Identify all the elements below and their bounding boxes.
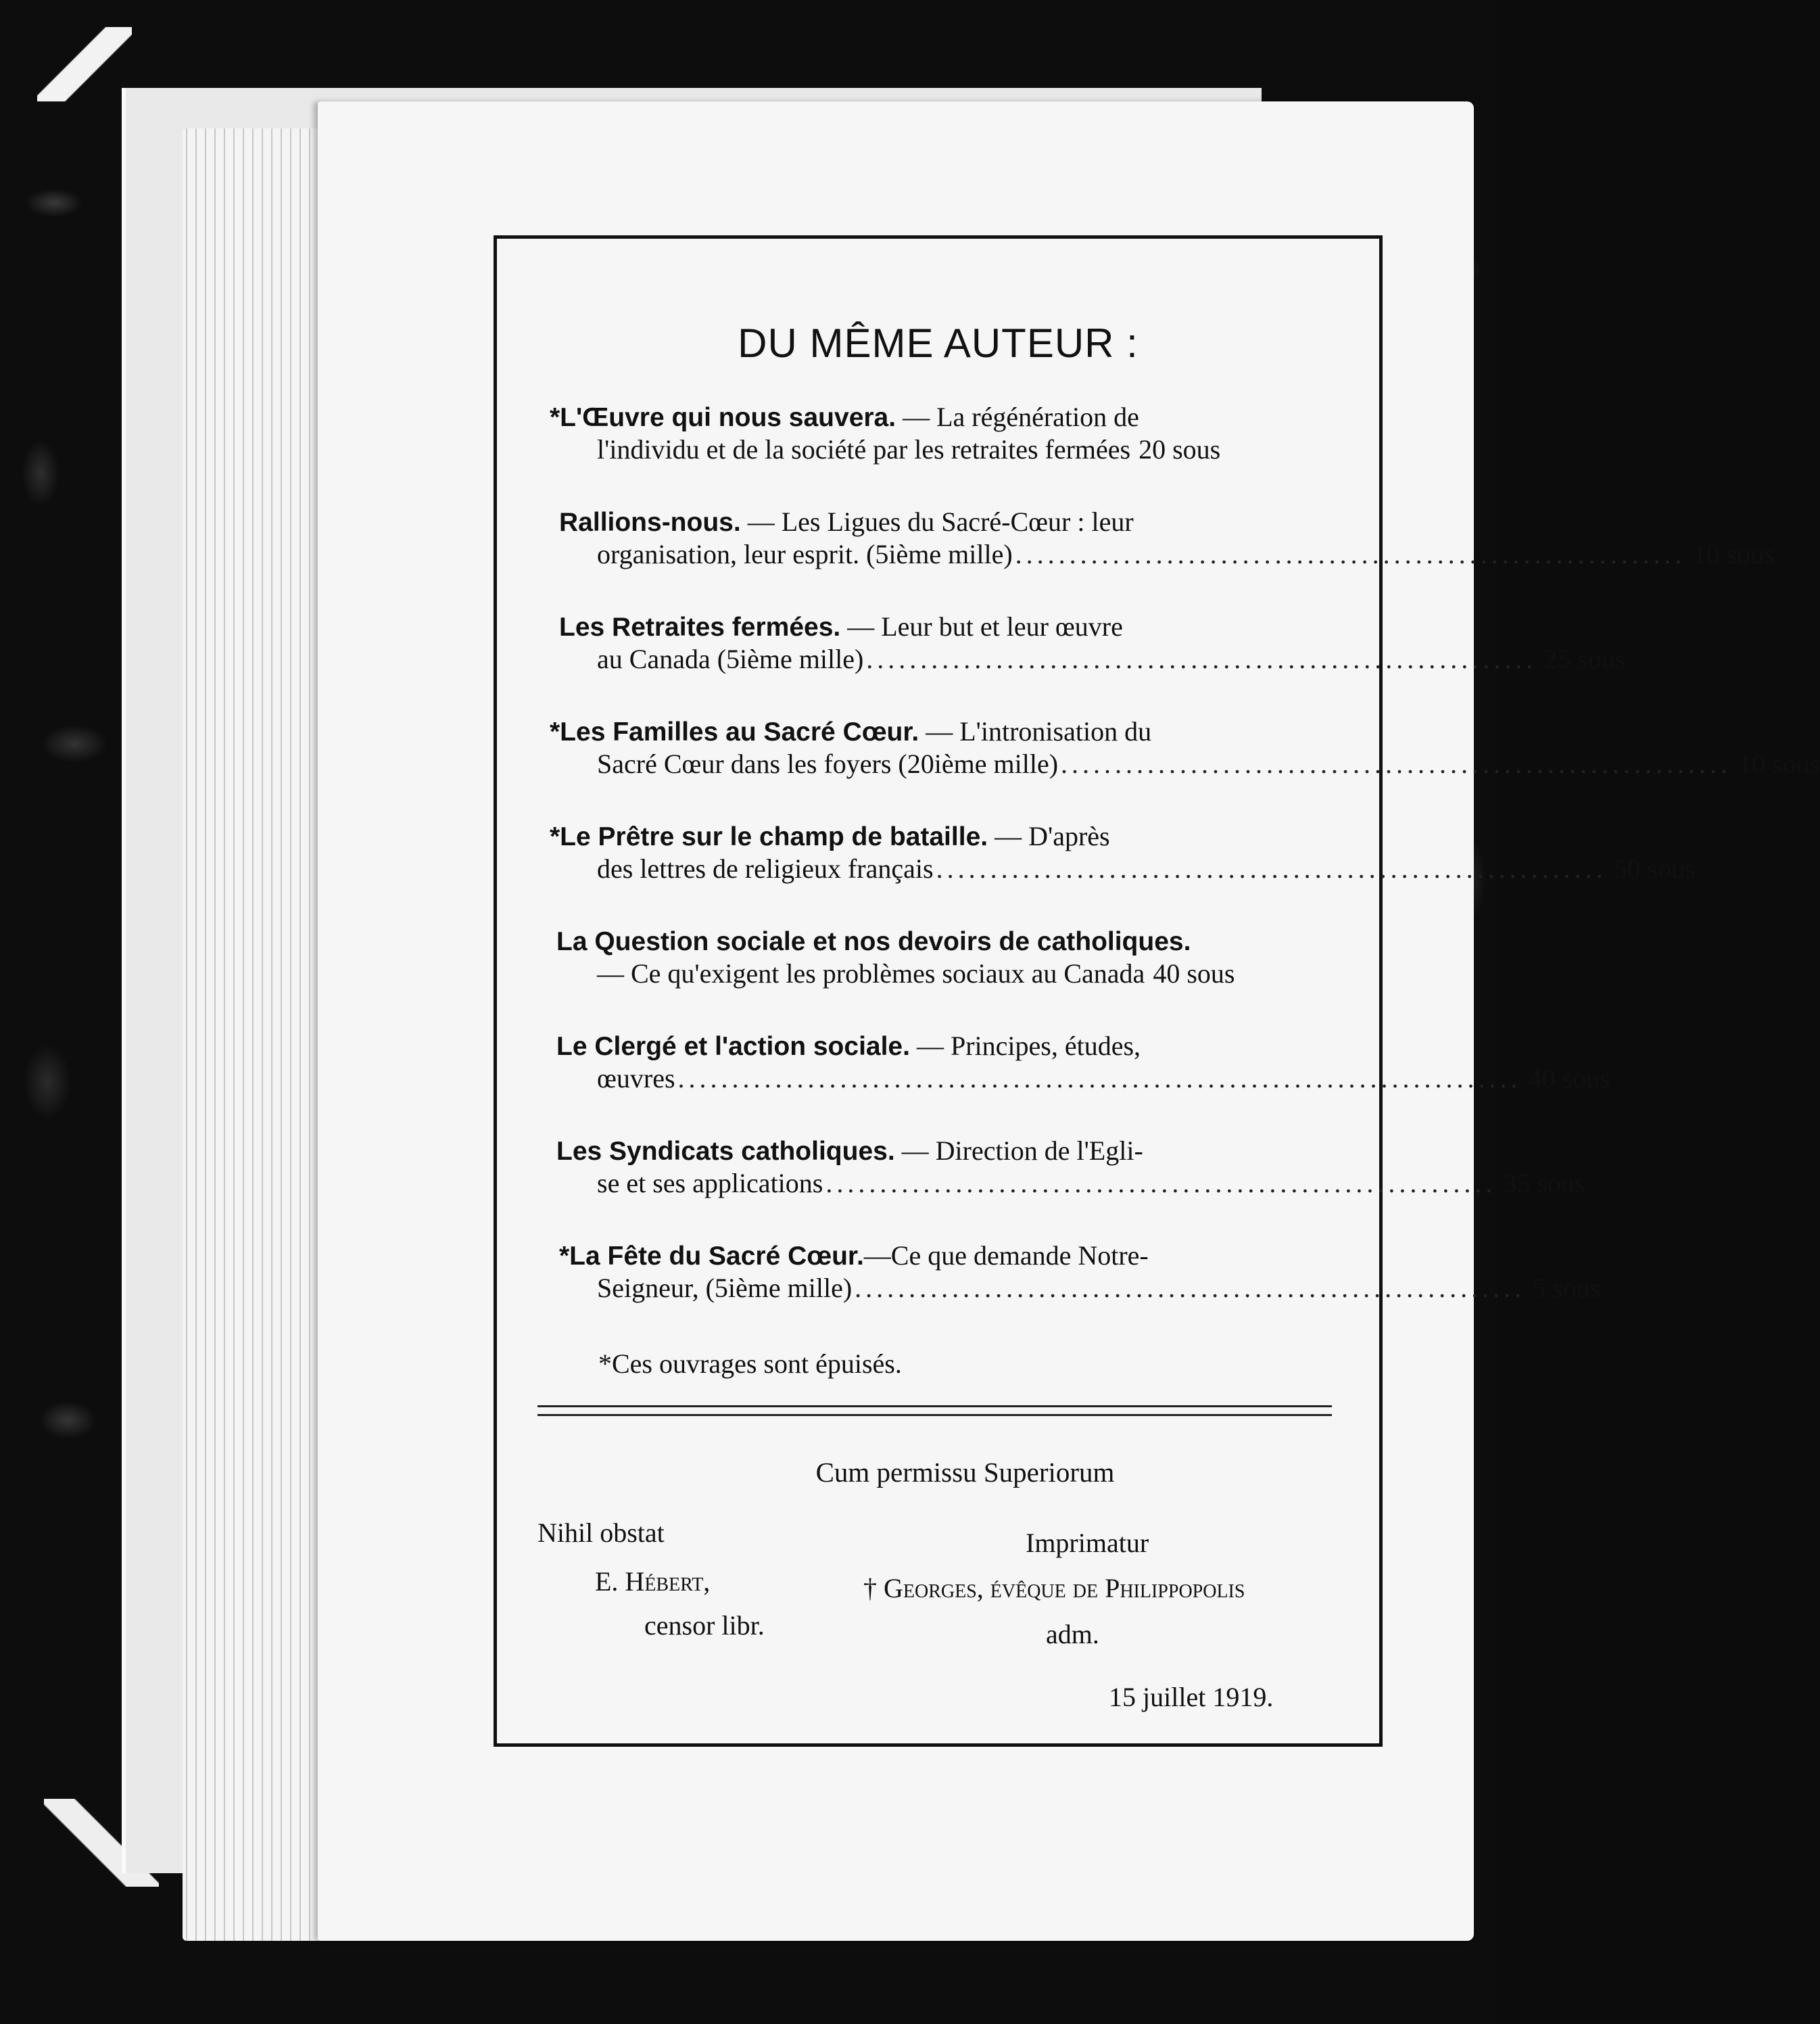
book-title: Les Syndicats catholiques.	[556, 1137, 895, 1166]
book-price: 25 sous	[1543, 644, 1626, 674]
date: 15 juillet 1919.	[1109, 1682, 1274, 1712]
book-desc: — La régénération de	[896, 402, 1139, 432]
nihil-obstat-name: E. Hébert,	[595, 1566, 711, 1597]
out-of-print-note: *Ces ouvrages sont épuisés.	[598, 1348, 902, 1379]
book-price: 5 sous	[1532, 1273, 1601, 1303]
book-desc: — Les Ligues du Sacré-Cœur : leur	[740, 507, 1134, 537]
imprimatur-label: Imprimatur	[1026, 1528, 1149, 1558]
book-desc: — Leur but et leur œuvre	[840, 611, 1123, 642]
book-list	[550, 401, 1820, 1344]
book-price: 20 sous	[1139, 434, 1221, 465]
book-title: Les Retraites fermées.	[559, 613, 841, 642]
book-entry	[550, 1135, 1585, 1240]
book-title: *L'Œuvre qui nous sauvera.	[550, 403, 896, 432]
dot-leader: ..............................................................	[855, 1273, 1526, 1303]
dot-leader: ..............................................................	[1061, 749, 1732, 779]
book-entry	[550, 715, 1820, 820]
book-entry	[550, 1030, 1610, 1135]
book-desc: —Ce que demande Notre-	[863, 1240, 1149, 1271]
book-price: 40 sous	[1528, 1063, 1610, 1093]
permission-line: Cum permissu Superiorum	[815, 1457, 1115, 1488]
content-frame	[494, 235, 1820, 1747]
book-title: Le Clergé et l'action sociale.	[556, 1032, 910, 1061]
imprimatur-role: adm.	[1046, 1619, 1099, 1649]
book-entry	[550, 401, 1347, 506]
dot-leader: ..............................................................	[936, 853, 1607, 884]
book-desc-cont: se et ses applications	[597, 1168, 823, 1198]
book-title: *Les Familles au Sacré Cœur.	[550, 717, 919, 747]
cover-corner-top	[37, 27, 132, 101]
book-desc-cont: organisation, leur esprit. (5ième mille)	[597, 539, 1013, 569]
book-desc-cont: au Canada (5ième mille)	[597, 644, 864, 674]
book-price: 10 sous	[1738, 749, 1820, 779]
dot-leader: ..............................................................	[1015, 539, 1686, 569]
dot-leader: ..............................................................	[866, 644, 1537, 674]
book-desc: — L'intronisation du	[919, 716, 1152, 747]
book-desc-cont: l'individu et de la société par les retraites fermées	[597, 434, 1131, 465]
book-entry	[550, 820, 1696, 925]
imprimatur-name: † Georges, évêque de Philippopolis	[863, 1573, 1245, 1603]
book-desc: — D'après	[988, 821, 1110, 851]
nihil-obstat-label: Nihil obstat	[537, 1517, 665, 1548]
book-entry	[550, 1240, 1601, 1344]
book-entry	[550, 925, 1347, 1030]
page-title: DU MÊME AUTEUR :	[738, 321, 1139, 366]
nihil-obstat-role: censor libr.	[644, 1610, 765, 1641]
book-desc-cont: Sacré Cœur dans les foyers (20ième mille)	[597, 749, 1059, 779]
dot-leader: ..............................................................................	[677, 1063, 1522, 1093]
book-price: 40 sous	[1153, 958, 1235, 989]
book-desc-cont: des lettres de religieux français	[597, 853, 934, 884]
book-price: 50 sous	[1613, 853, 1696, 884]
book-desc-cont: — Ce qu'exigent les problèmes sociaux au Canada	[597, 958, 1145, 989]
book-entry	[550, 611, 1626, 715]
book-desc: — Direction de l'Egli-	[894, 1135, 1143, 1166]
book-desc-cont: Seigneur, (5ième mille)	[597, 1273, 853, 1303]
book-title: La Question sociale et nos devoirs de catholiques.	[556, 927, 1191, 956]
double-rule	[537, 1405, 1332, 1416]
dot-leader: ..............................................................	[825, 1168, 1497, 1198]
book-desc-cont: œuvres	[597, 1063, 675, 1093]
book-price: 35 sous	[1503, 1168, 1585, 1198]
book-price: 10 sous	[1692, 539, 1775, 569]
book-title: *La Fête du Sacré Cœur.	[559, 1242, 864, 1271]
book-desc: — Principes, études,	[909, 1031, 1141, 1061]
book-title: *Le Prêtre sur le champ de bataille.	[550, 822, 988, 851]
book-entry	[550, 506, 1775, 611]
book-title: Rallions-nous.	[559, 508, 741, 537]
